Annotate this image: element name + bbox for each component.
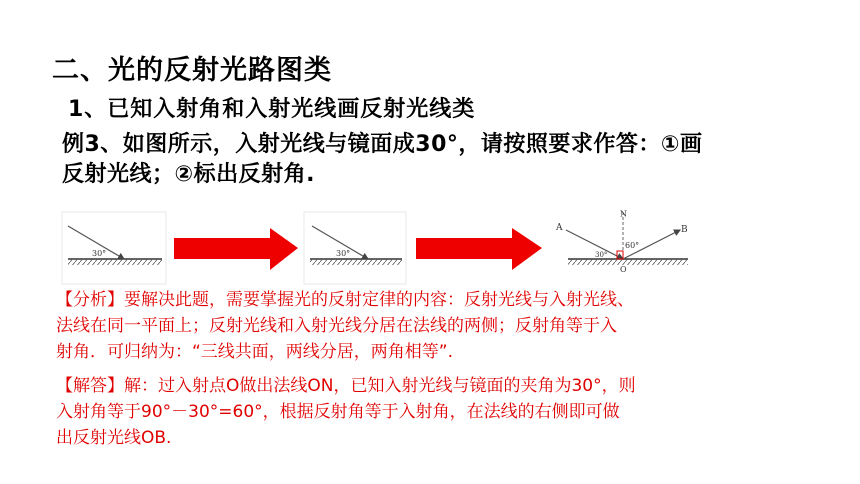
analysis-paragraph (56, 287, 816, 365)
answer-line-3: 出反射光线OB. (56, 428, 172, 448)
label-n: N (620, 209, 627, 219)
figure-panel-3 (555, 210, 688, 274)
label-b: B (681, 225, 688, 235)
answer-line-2: 入射角等于90°－30°=60°，根据反射角等于入射角，在法线的右侧即可做 (56, 402, 620, 422)
red-arrow-1 (174, 228, 298, 270)
angle-label-30: 30° (92, 249, 107, 258)
answer-paragraph (56, 373, 816, 451)
mirror-hatching (568, 259, 688, 265)
analysis-line-2: 法线在同一平面上；反射光线和入射光线分居在法线的两侧；反射角等于入 (56, 316, 617, 336)
mirror-hatching (68, 259, 162, 265)
analysis-line-1: 【分析】要解决此题，需要掌握光的反射定律的内容：反射光线与入射光线、 (56, 290, 634, 310)
example-question (62, 130, 802, 190)
mirror-hatching (310, 259, 402, 265)
angle-label-60: 60° (625, 241, 640, 250)
angle-label-30: 30° (595, 251, 608, 259)
section-heading: 二、光的反射光路图类 (52, 55, 332, 86)
example-line-1: 例3、如图所示，入射光线与镜面成30°，请按照要求作答：①画 (62, 132, 703, 157)
label-o: O (620, 265, 627, 274)
label-a: A (556, 223, 563, 233)
angle-label-30: 30° (336, 249, 351, 258)
red-arrow-2 (416, 228, 542, 270)
analysis-line-3: 射角．可归纳为：“三线共面，两线分居，两角相等”. (56, 342, 454, 362)
answer-line-1: 【解答】解：过入射点O做出法线ON，已知入射光线与镜面的夹角为30°，则 (56, 376, 636, 396)
figure-panel-2 (304, 212, 406, 284)
optics-figure (0, 208, 860, 288)
figure-panel-1 (62, 212, 166, 284)
example-line-2: 反射光线；②标出反射角. (62, 162, 315, 187)
subsection-heading: 1、已知入射角和入射光线画反射光线类 (68, 97, 476, 122)
